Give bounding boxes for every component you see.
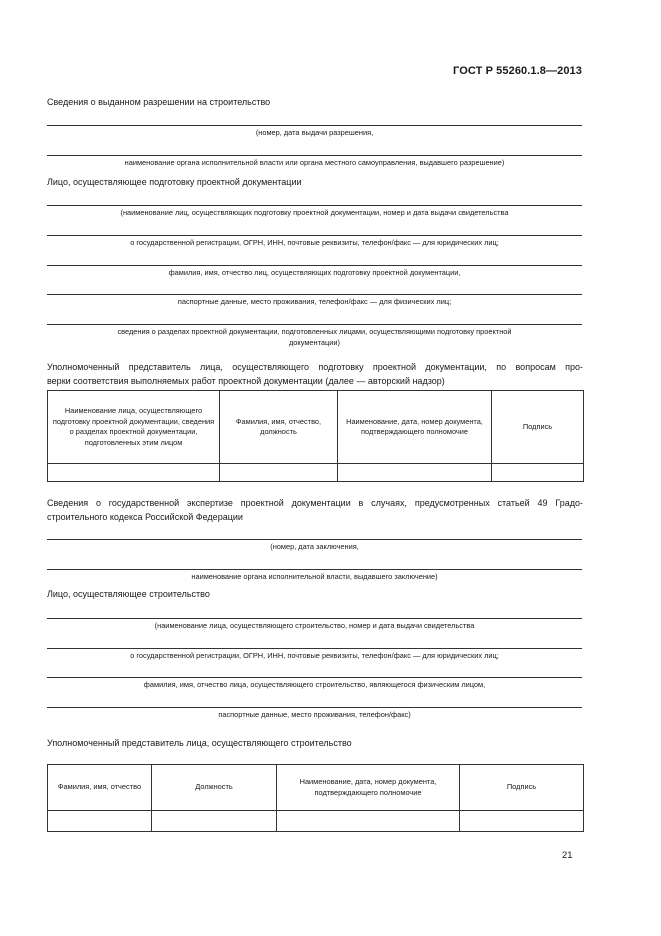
field-caption: (наименование лица, осуществляющего строительство, номер и дата выдачи свидетельства [154,621,475,630]
permit-section-title: Сведения о выданном разрешении на строительство [47,97,271,107]
table-cell[interactable] [492,464,584,482]
table-row [48,464,584,482]
fill-line [47,707,582,708]
table-header-row [48,765,584,811]
fill-line [47,235,582,236]
fill-line [47,294,582,295]
column-header: Подпись [460,765,584,811]
fill-line [47,677,582,678]
fill-line [47,618,582,619]
field-caption: сведения о разделах проектной документации, подготовленных лицами, осуществляющими подготовку проектной [117,327,512,336]
fill-line [47,539,582,540]
field-caption: фамилия, имя, отчество лиц, осуществляющих подготовку проектной документации, [168,268,461,277]
fill-line [47,125,582,126]
table-cell[interactable] [338,464,492,482]
builder-rep-table [47,764,584,832]
column-header: Наименование, дата, номер документа, подтверждающего полномочие [277,765,460,811]
table-cell[interactable] [277,811,460,832]
fill-line [47,569,582,570]
fill-line [47,265,582,266]
field-caption: паспортные данные, место проживания, телефон/факс) [218,710,411,719]
column-header: Наименование лица, осуществляющего подготовку проектной документации, сведения о разделах проектной документации, подготовленных этим лицом [48,391,220,464]
field-caption: документации) [289,338,340,347]
field-caption: о государственной регистрации, ОГРН, ИНН, почтовые реквизиты, телефон/факс — для юридических лиц; [130,238,499,247]
field-caption: (номер, дата заключения, [270,542,359,551]
column-header: Фамилия, имя, отчество [48,765,152,811]
table-cell[interactable] [220,464,338,482]
table-cell[interactable] [460,811,584,832]
table-cell[interactable] [48,464,220,482]
table-header-row [48,391,584,464]
column-header: Наименование, дата, номер документа, подтверждающего полномочие [338,391,492,464]
builder-section-title: Лицо, осуществляющее строительство [47,589,210,599]
column-header: Фамилия, имя, отчество, должность [220,391,338,464]
column-header: Подпись [492,391,584,464]
designer-rep-table [47,390,584,482]
table-cell[interactable] [48,811,152,832]
field-caption: о государственной регистрации, ОГРН, ИНН, почтовые реквизиты, телефон/факс — для юридических лиц; [130,651,499,660]
expertise-section-title: Сведения о государственной экспертизе проектной документации в случаях, предусмотренных статьей 49 Градо- строительного кодекса Российской Федерации [47,498,583,522]
table-cell[interactable] [152,811,277,832]
column-header: Должность [152,765,277,811]
field-caption: наименование органа исполнительной власти, выдавшего заключение) [191,572,438,581]
page-number: 21 [562,850,573,861]
field-caption: паспортные данные, место проживания, телефон/факс — для физических лиц; [177,297,452,306]
field-caption: фамилия, имя, отчество лица, осуществляющего строительство, являющегося физическим лицом, [143,680,486,689]
fill-line [47,648,582,649]
fill-line [47,155,582,156]
field-caption: (наименование лиц, осуществляющих подготовку проектной документации, номер и дата выдачи свидетельства [120,208,509,217]
builder-rep-title: Уполномоченный представитель лица, осуществляющего строительство [47,738,352,748]
table-row [48,811,584,832]
field-caption: (номер, дата выдачи разрешения, [255,128,374,137]
standard-number: ГОСТ Р 55260.1.8—2013 [453,65,582,77]
field-caption: наименование органа исполнительной власти или органа местного самоуправления, выдавшего разрешение) [124,158,505,167]
designer-rep-title: Уполномоченный представитель лица, осуществляющего подготовку проектной документации, по вопросам про- верки соответствия выполняемых работ проектной документации (далее — авторский надзор) [47,362,583,386]
fill-line [47,324,582,325]
fill-line [47,205,582,206]
designer-section-title: Лицо, осуществляющее подготовку проектной документации [47,177,302,187]
